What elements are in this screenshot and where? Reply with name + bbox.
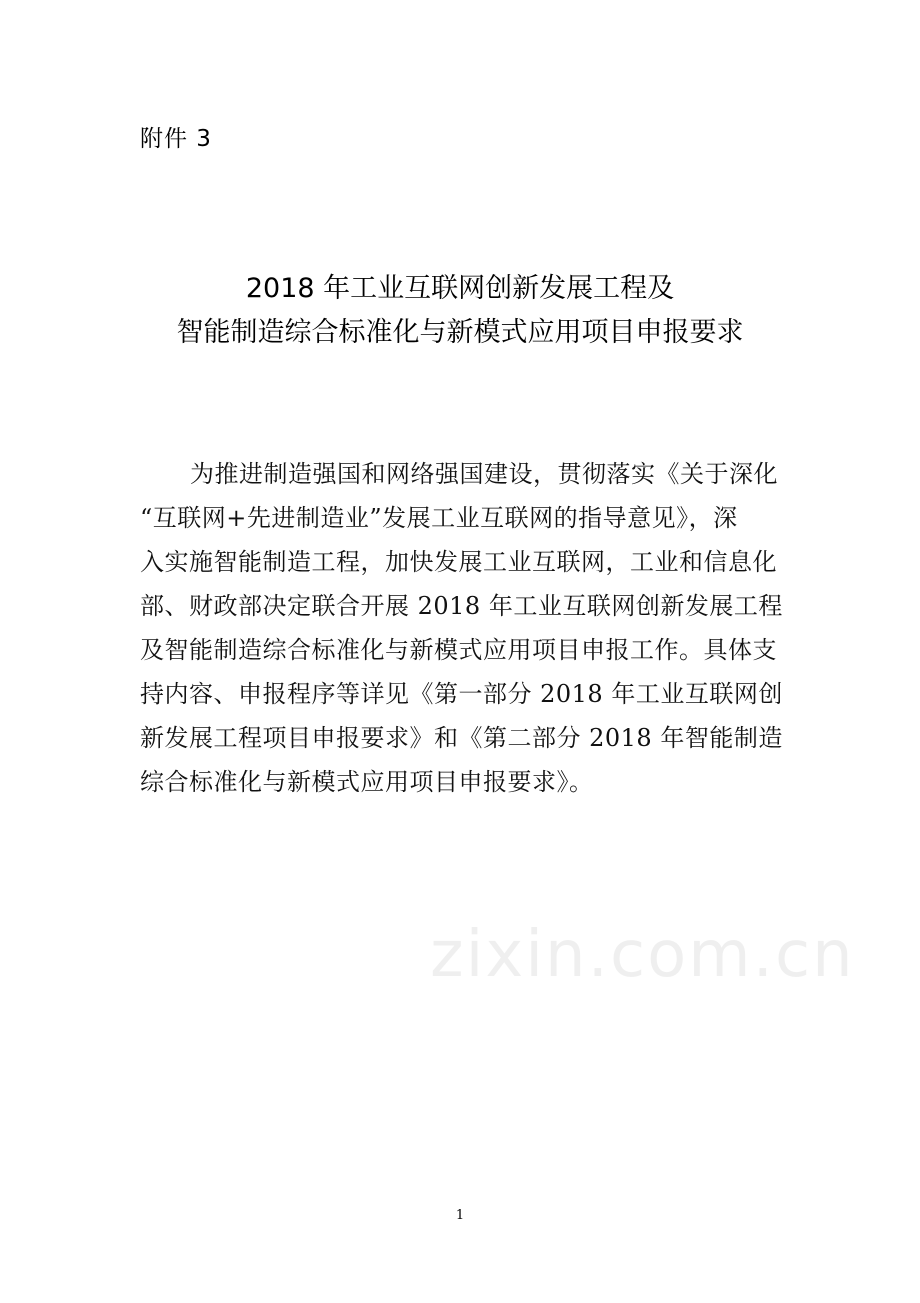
body-line-7: 新发展工程项目申报要求》和《第二部分 2018 年智能制造: [140, 724, 783, 752]
body-line-2: “互联网+先进制造业”发展工业互联网的指导意见》，深: [140, 504, 738, 532]
page-number: 1: [455, 1208, 465, 1223]
body-line-1: 为推进制造强国和网络强国建设，贯彻落实《关于深化: [190, 460, 778, 488]
watermark: zixin.com.cn: [430, 918, 855, 992]
body-line-8: 综合标准化与新模式应用项目申报要求》。: [140, 768, 594, 796]
body-line-3: 入实施智能制造工程，加快发展工业互联网，工业和信息化: [140, 548, 777, 576]
document-title-line-2: 智能制造综合标准化与新模式应用项目申报要求: [176, 317, 744, 348]
body-line-4: 部、财政部决定联合开展 2018 年工业互联网创新发展工程: [140, 592, 783, 620]
attachment-label: 附件 3: [140, 126, 212, 152]
document-title-line-1: 2018 年工业互联网创新发展工程及: [245, 273, 675, 304]
body-line-6: 持内容、申报程序等详见《第一部分 2018 年工业互联网创: [140, 680, 783, 708]
body-line-5: 及智能制造综合标准化与新模式应用项目申报工作。具体支: [140, 636, 777, 664]
